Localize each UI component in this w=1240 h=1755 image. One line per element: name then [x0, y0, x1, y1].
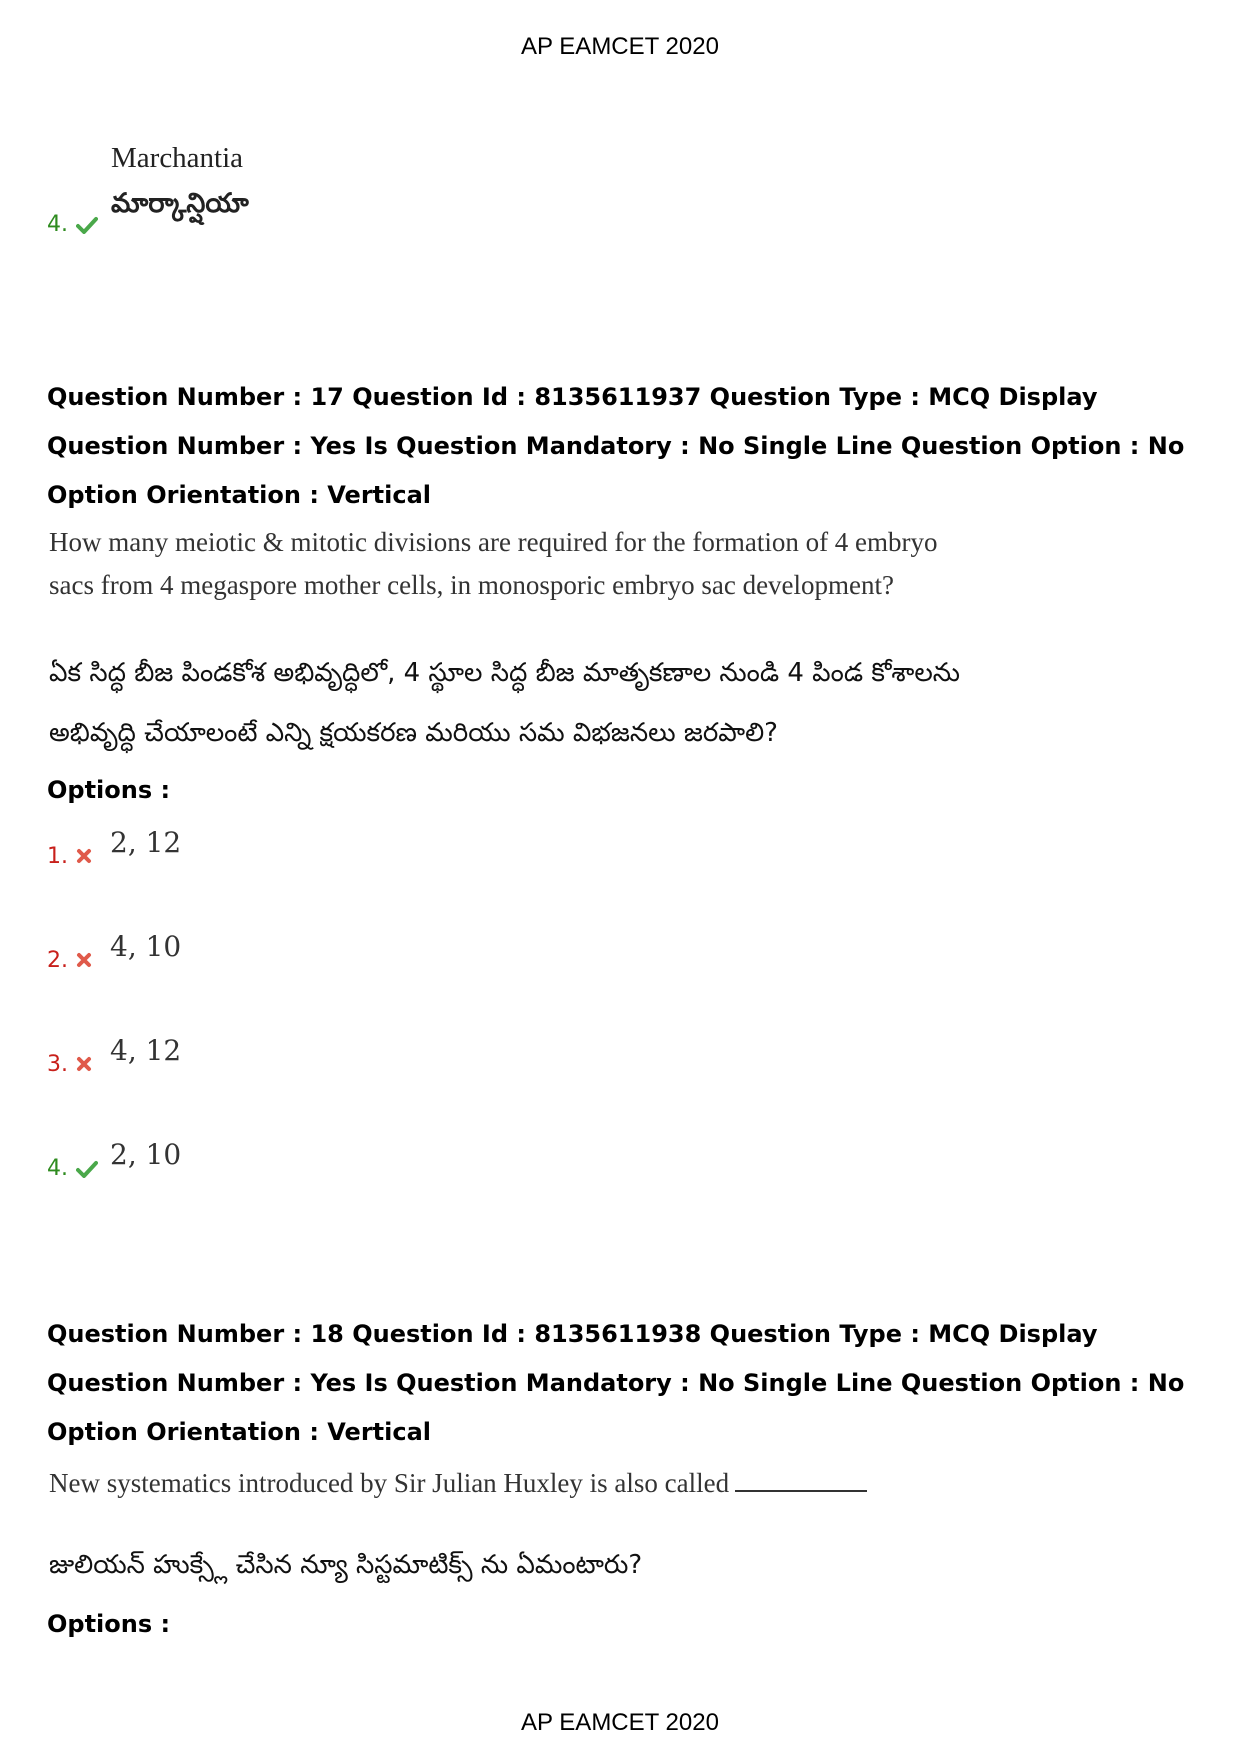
q18-question-english: New systematics introduced by Sir Julian Huxley is also called — [49, 1468, 730, 1498]
q17-option-2-number: 2. — [47, 948, 68, 973]
q18-question-english-line — [49, 1462, 867, 1505]
q17-question-telugu: ఏక సిద్ధ బీజ పిండకోశ అభివృద్ధిలో, 4 స్థూల సిద్ధ బీజ మాతృకణాల నుండి 4 పిండ కోశాలను అభివృద్ధి చేయాలంటే ఎన్ని క్షయకరణ మరియు సమ విభజనలు జరపాలి? — [49, 658, 961, 748]
prev-option-4-telugu: మార్కాన్షియా — [111, 188, 249, 219]
q17-option-2-value: 4, 10 — [110, 930, 182, 963]
q17-options-label: Options : — [47, 776, 171, 804]
prev-option-4-english: Marchantia — [111, 142, 244, 174]
q18-question-telugu: జులియన్ హుక్స్లే చేసిన న్యూ సిస్టమాటిక్స్ ను ఏమంటారు? — [49, 1550, 643, 1580]
q17-option-2 — [47, 930, 182, 974]
q17-option-1-number: 1. — [47, 844, 68, 869]
q18-options-label: Options : — [47, 1610, 171, 1638]
q17-meta: Question Number : 17 Question Id : 8135611937 Question Type : MCQ Display Question Number : Yes Is Question Mandatory : No Single Line Question Option : No Option Orientation : Vertical — [47, 383, 1185, 509]
q17-option-4 — [47, 1138, 182, 1182]
page-footer: AP EAMCET 2020 — [521, 1709, 719, 1736]
q17-option-3-value: 4, 12 — [110, 1034, 182, 1067]
check-icon — [74, 212, 102, 238]
q17-option-4-number: 4. — [47, 1156, 68, 1181]
cross-icon — [74, 844, 102, 870]
q17-option-3 — [47, 1034, 182, 1078]
q18-meta: Question Number : 18 Question Id : 8135611938 Question Type : MCQ Display Question Number : Yes Is Question Mandatory : No Single Line Question Option : No Option Orientation : Vertical — [47, 1320, 1185, 1446]
q17-option-1 — [47, 826, 182, 870]
q17-option-4-value: 2, 10 — [110, 1138, 182, 1171]
prev-option-4-number: 4. — [47, 212, 68, 237]
answer-blank — [735, 1464, 867, 1492]
page-header: AP EAMCET 2020 — [521, 33, 719, 60]
q17-option-1-value: 2, 12 — [110, 826, 182, 859]
q17-option-3-number: 3. — [47, 1052, 68, 1077]
check-icon — [74, 1156, 102, 1182]
cross-icon — [74, 1052, 102, 1078]
q17-question-english: How many meiotic & mitotic divisions are required for the formation of 4 embryo sacs from 4 megaspore mother cells, in monosporic embryo sac development? — [49, 527, 938, 600]
cross-icon — [74, 948, 102, 974]
